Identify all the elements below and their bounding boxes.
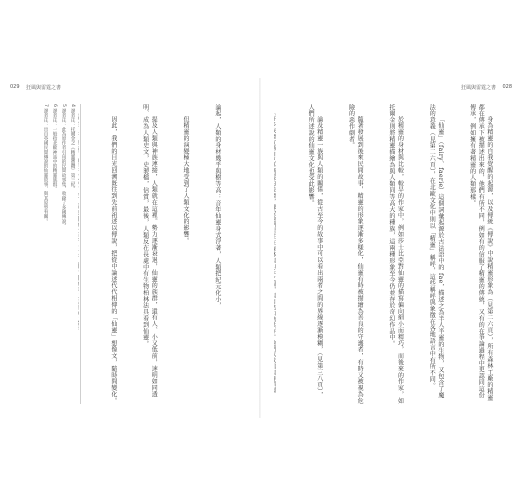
right-body-text bbox=[274, 104, 510, 404]
right-paragraph-3: 於精靈的身材與比較，較早的作家中，例如莎士比亞對仙靈的描寫偏向細小而精巧，而後來的作家，如托爾金則將精靈描繪為與人類同等高大的種族，這兩種形象至今仍並存於奇幻作品中。 bbox=[387, 104, 404, 404]
left-running-title: 狂風與雷霆之書 bbox=[26, 85, 62, 91]
left-paragraph-1: 論起，人類的身材幾乎與樹等高：音年仙靈身式浮著，人類把紀元化小， bbox=[213, 104, 221, 309]
right-paragraph-5: 論及精靈一族與人類的關係，從古至今的故事中可以看出兩者之間的界線逐漸模糊，（見第三八頁），人們所述說的仙靈文化也受此影響。 bbox=[307, 104, 323, 398]
left-paragraph-2: 但精靈的演變極大地受到了人類文化的影響。 bbox=[182, 116, 190, 244]
left-page bbox=[6, 78, 262, 418]
right-quote-block bbox=[274, 104, 276, 404]
left-paragraph-4: 因此，我們的目光回溯既往到先前祖述以傳說，把從中論述代代相傳的「仙靈」想像文，隨時間變化。 bbox=[109, 116, 117, 404]
right-paragraph-2: 「仙靈」（fairy、faerie）這個詞彙起源於古法語中的 fae，描述之為半人半靈的生物，又包含了魔法的意義（見第二六頁），在北歐文化中則以「精靈」稱呼，這些稱呼與象徵在各地語言中有所不同。 bbox=[428, 104, 444, 399]
footnote-4: 4 譯者注：托爾金之《精靈寶鑽》第三紀。 bbox=[70, 104, 75, 192]
footnote-divider bbox=[80, 104, 81, 404]
right-paragraph-1: 身為精靈的自我覺醒的起源，以及傳統《傳說》中說精靈形象為（見第二六頁），所有森林工廠的精靈都在傳承下被描述出來的，他們有所不同，例如有的信服了精靈的傳統，又有的在爭論過程中更認同這份傳承，例如擁有著精靈的人類那樣。 bbox=[468, 104, 493, 401]
footnote-5: 5 譯者注：此為原作者引用的民間故事集，收錄了多國傳說。 bbox=[61, 104, 66, 228]
footnote-6: 6 譯者注：一般指北歐神話中的精靈族群。 bbox=[52, 104, 57, 192]
left-quote-block bbox=[78, 104, 79, 404]
footnotes bbox=[16, 104, 76, 404]
left-body-text bbox=[78, 104, 238, 404]
right-paragraph-4: 隨著發展到後來民間故事，精靈的形象逐漸多樣化，仙靈有時被描繪為善良的守護者，有時又被視為危險的惡作劇者。 bbox=[347, 104, 364, 404]
book-gutter bbox=[259, 78, 261, 418]
right-running-title: 狂風與雷霆之書 bbox=[460, 85, 496, 91]
right-page bbox=[262, 78, 518, 418]
left-paragraph-3: 提及人類與神族連接，人類就在這裡。勢力逐漸衰退，仙靈的族群，還有人、小又低前，速明如同透明、成為人類史文，史製檔，信賞，最後，人類反在長處中有生物柏林法具看到仙靈。 bbox=[141, 104, 158, 398]
left-page-number: 029 bbox=[10, 84, 20, 90]
footnote-7: 7 譯者注：出自英國民間傳說的仙靈故事，與其原型有關。 bbox=[43, 104, 48, 224]
right-page-number: 028 bbox=[502, 84, 512, 90]
